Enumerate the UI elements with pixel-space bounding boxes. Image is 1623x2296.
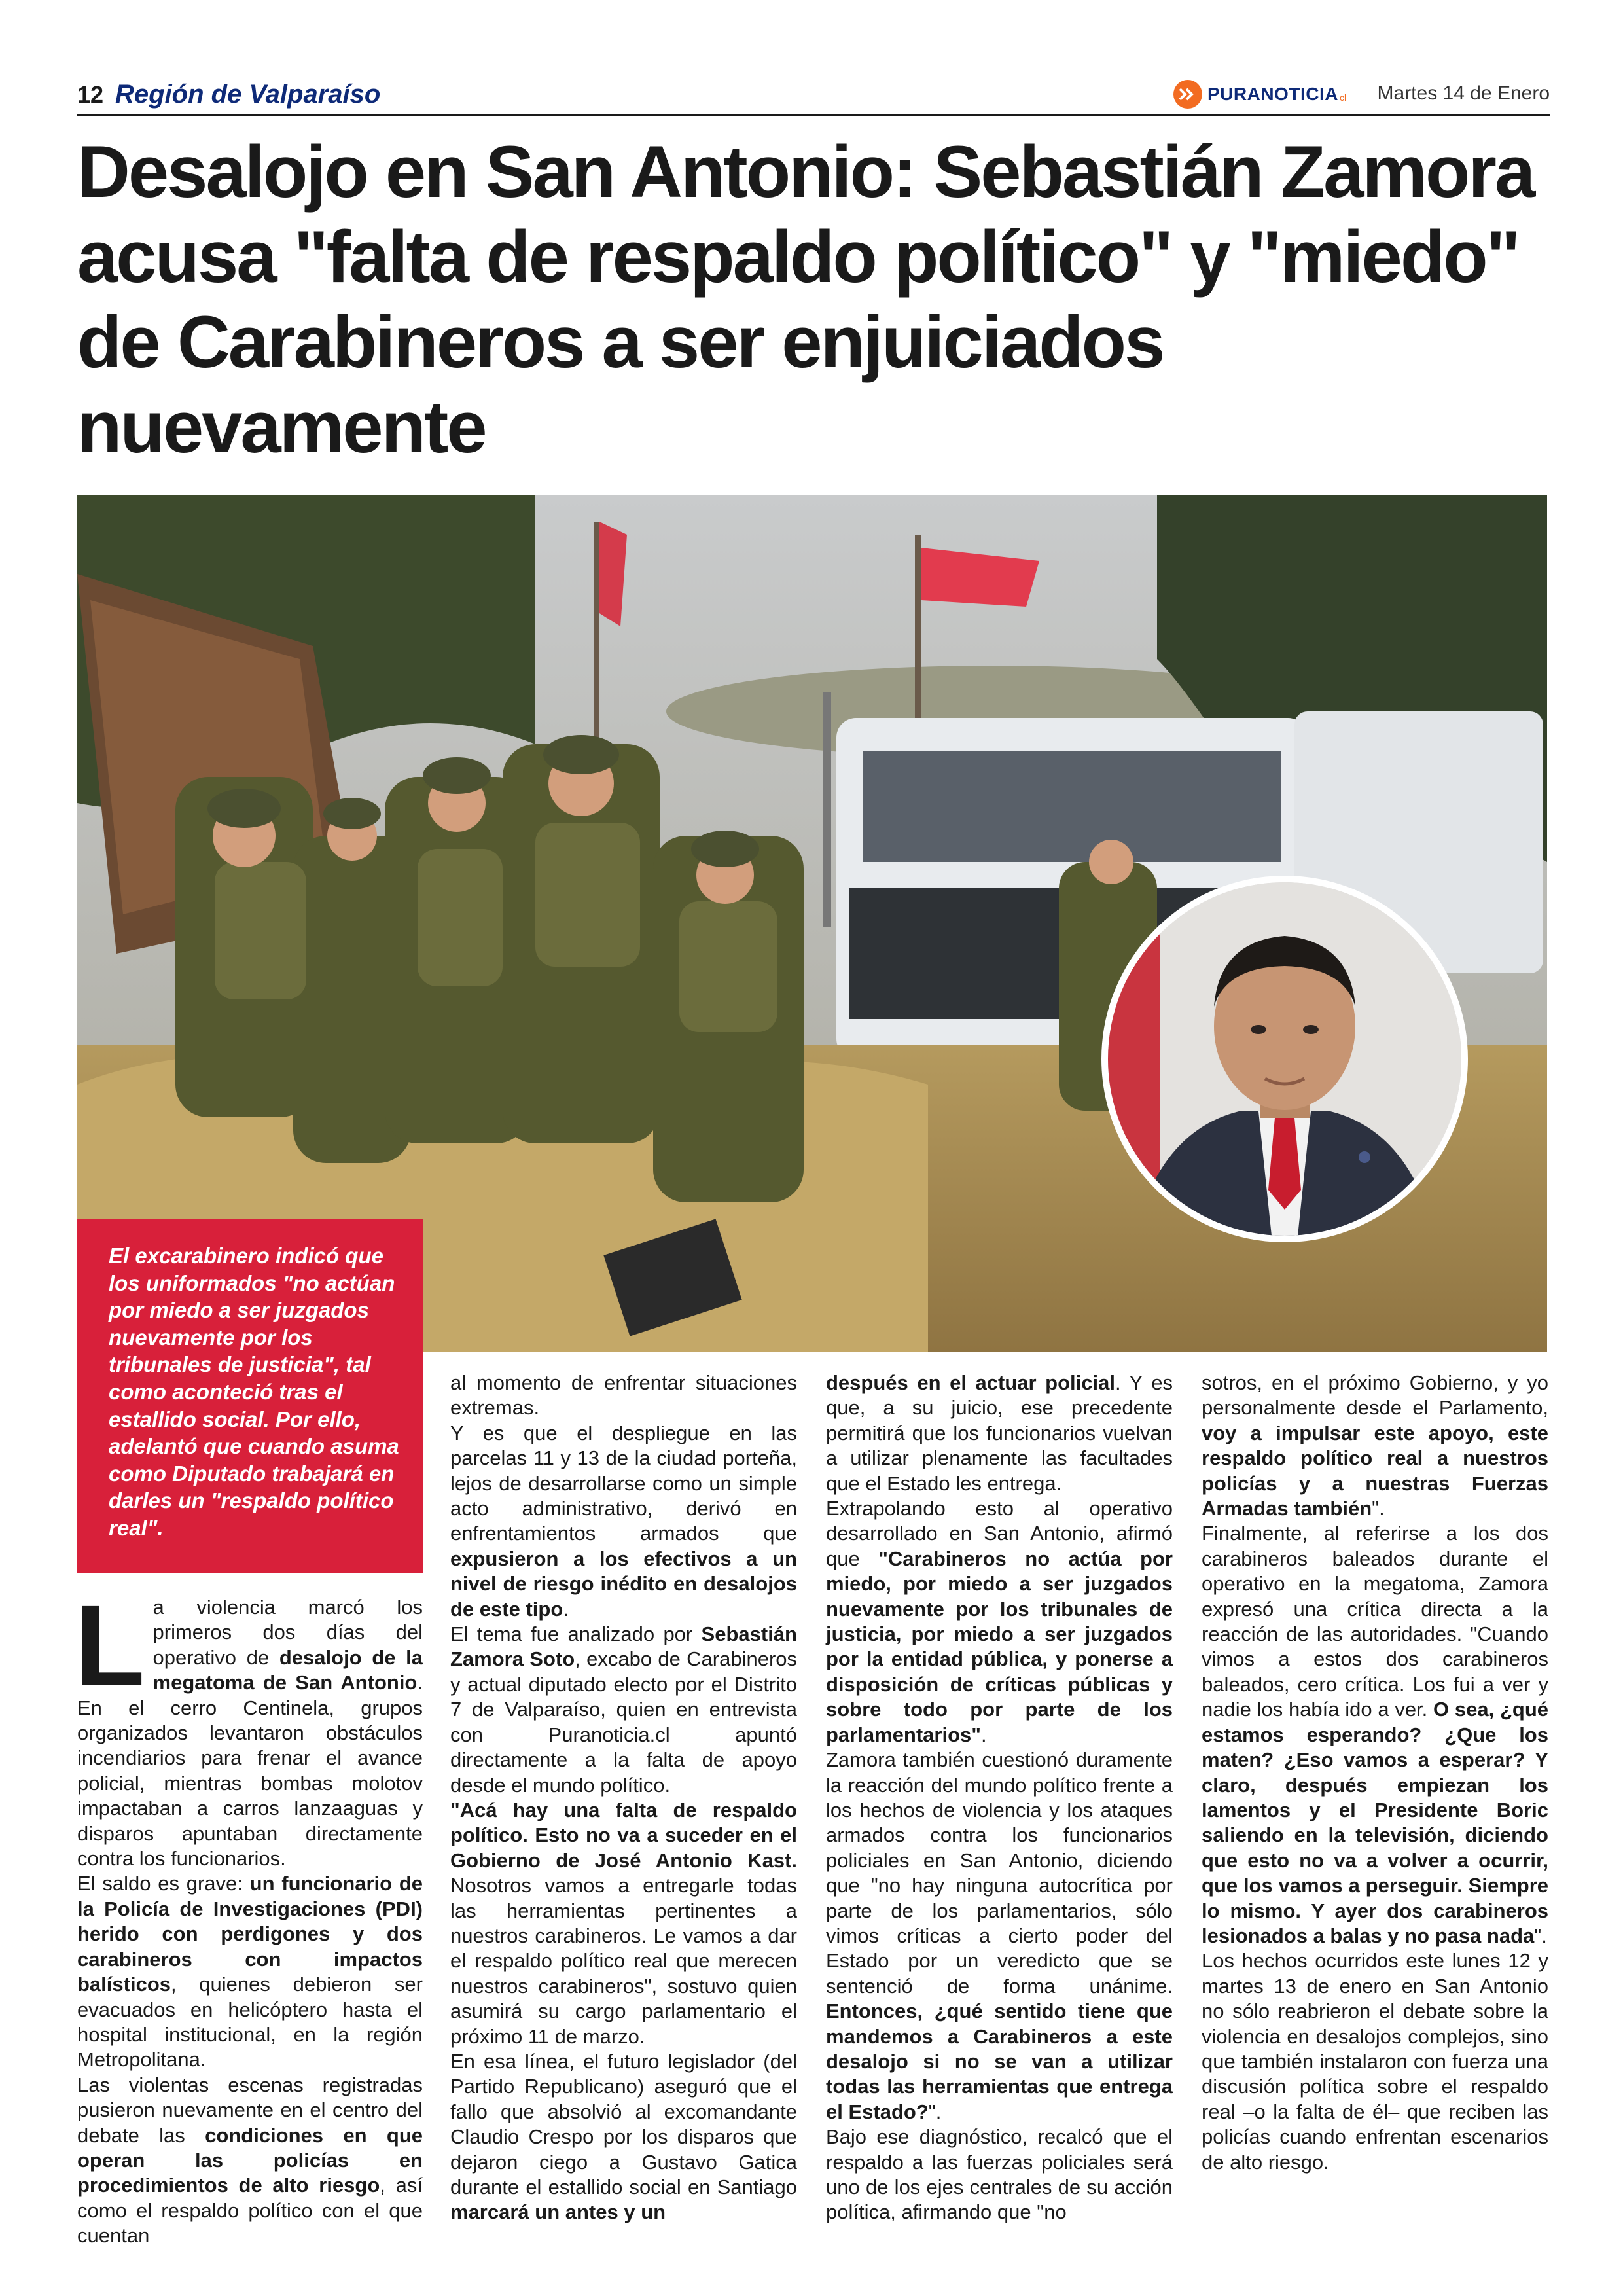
section-name: Región de Valparaíso bbox=[115, 80, 381, 109]
header-divider bbox=[77, 114, 1550, 116]
brand-logo bbox=[1173, 80, 1346, 109]
paragraph: Los hechos ocurridos este lunes 12 y martes 13 de enero en San Antonio no sólo reabrieron el debate sobre la violencia en desalojos complejos, sino que también instalaron con fuerza una discusión política sobre el respaldo real –o la falta de él– que reciben las policías cuando enfrentan escenarios de alto riesgo. bbox=[1202, 1949, 1548, 2174]
portrait-inset bbox=[1101, 876, 1468, 1242]
article-column-4 bbox=[1202, 1371, 1548, 2175]
drop-cap: L bbox=[75, 1582, 145, 1710]
paragraph: Las violentas escenas registradas pusieron nuevamente en el centro del debate las condiciones en que operan las policías en procedimientos de alto riesgo, así como el respaldo político con el que cuentan bbox=[77, 2073, 423, 2248]
page-number: 12 bbox=[77, 81, 104, 108]
paragraph: El saldo es grave: un funcionario de la Policía de Investigaciones (PDI) herido con perdigones y dos carabineros con impactos balísticos, quienes debieron ser evacuados en helicóptero hasta el hospital institucional, en la región Metropolitana. bbox=[77, 1872, 423, 2072]
article-column-1 bbox=[75, 1582, 423, 2249]
paragraph: La violencia marcó los primeros dos días del operativo de desalojo de la megatoma de San Antonio. En el cerro Centinela, grupos organizados levantaron obstáculos incendiarios para frenar el avance policial, mientras bombas molotov impactaban a carros lanzaaguas y disparos apuntaban directamente contra los funcionarios. bbox=[75, 1582, 423, 1871]
issue-date: Martes 14 de Enero bbox=[1377, 82, 1550, 104]
paragraph-continuation: después en el actuar policial. Y es que, a su juicio, ese precedente permitirá que los funcionarios vuelvan a utilizar plenamente las facultades que el Estado les entrega. bbox=[826, 1371, 1173, 1495]
paragraph: Zamora también cuestionó duramente la reacción del mundo político frente a los hechos de violencia y los ataques armados contra los funcionarios policiales en San Antonio, diciendo que "no hay ninguna autocrítica por parte de los parlamentarios, sólo vimos críticas a cierto poder del Estado por un veredicto que se sentenció de forma unánime. Entonces, ¿qué sentido tiene que mandemos a Carabineros a este desalojo si no se van a utilizar todas las herramientas que entrega el Estado?". bbox=[826, 1748, 1173, 2123]
paragraph: En esa línea, el futuro legislador (del Partido Republicano) aseguró que el fallo que absolvió al excomandante Claudio Crespo por los disparos que dejaron ciego a Gustavo Gatica durante el estallido social en Santiago marcará un antes y un bbox=[450, 2049, 797, 2224]
article-column-3 bbox=[826, 1371, 1173, 2225]
paragraph: El tema fue analizado por Sebastián Zamora Soto, excabo de Carabineros y actual diputado electo por el Distrito 7 de Valparaíso, quien en entrevista con Puranoticia.cl apuntó directamente a la falta de apoyo desde el mundo político. bbox=[450, 1623, 798, 1797]
brand-suffix: cl bbox=[1339, 92, 1347, 103]
paragraph-continuation: al momento de enfrentar situaciones extremas. bbox=[450, 1371, 797, 1420]
paragraph: Finalmente, al referirse a los dos carabineros baleados durante el operativo en la megatoma, Zamora expresó una crítica directa a la reacción de las autoridades. "Cuando vimos a estos dos carabineros baleados, cero crítica. Los fui a ver y nadie los había ido a ver. O sea, ¿qué estamos esperando? ¿Que los maten? ¿Eso vamos a esperar? Y claro, después empiezan los lamentos y el Presidente Boric saliendo en la televisión, diciendo que esto no va a volver a ocurrir, que los vamos a perseguir. Siempre lo mismo. Y ayer dos carabineros lesionados a balas y no pasa nada". bbox=[1202, 1522, 1548, 1947]
page-header bbox=[77, 76, 1550, 113]
paragraph: Bajo ese diagnóstico, recalcó que el respaldo a las fuerzas policiales será uno de los ejes centrales de su acción política, afirmando que "no bbox=[826, 2125, 1173, 2224]
paragraph-continuation: sotros, en el próximo Gobierno, y yo personalmente desde el Parlamento, voy a impulsar este apoyo, este respaldo político real a nuestros policías y a nuestras Fuerzas Armadas también". bbox=[1202, 1371, 1548, 1520]
paragraph: Extrapolando esto al operativo desarrollado en San Antonio, afirmó que "Carabineros no actúa por miedo, por miedo a ser juzgados nuevamente por los tribunales de justicia, por miedo a ser juzgados por la entidad pública, y ponerse a disposición de críticas públicas y sobre todo por parte de los parlamentarios". bbox=[826, 1497, 1173, 1746]
article-column-2 bbox=[450, 1371, 797, 2225]
paragraph: Y es que el despliegue en las parcelas 11 y 13 de la ciudad porteña, lejos de desarrollarse como un simple acto administrativo, derivó en enfrentamientos armados que expusieron a los efectivos a un nivel de riesgo inédito en desalojos de este tipo. bbox=[450, 1421, 797, 1621]
pull-quote-callout: El excarabinero indicó que los uniformados "no actúan por miedo a ser juzgados nuevamente por los tribunales de justicia", tal como aconteció tras el estallido social. Por ello, adelantó que cuando asuma como Diputado trabajará en darles un "respaldo político real". bbox=[77, 1219, 423, 1573]
headline: Desalojo en San Antonio: Sebastián Zamora acusa "falta de respaldo político" y "miedo" de Carabineros a ser enjuiciados nuevamente bbox=[77, 131, 1534, 468]
brand-name: PURANOTICIA bbox=[1207, 84, 1338, 104]
brand-chevron-icon bbox=[1173, 80, 1202, 109]
paragraph: "Acá hay una falta de respaldo político. Esto no va a suceder en el Gobierno de José Antonio Kast. Nosotros vamos a entregarle todas las herramientas pertinentes a nuestros carabineros. Le vamos a dar el respaldo político real que merecen nuestros carabineros", sostuvo quien asumirá su cargo parlamentario el próximo 11 de marzo. bbox=[450, 1798, 797, 2048]
